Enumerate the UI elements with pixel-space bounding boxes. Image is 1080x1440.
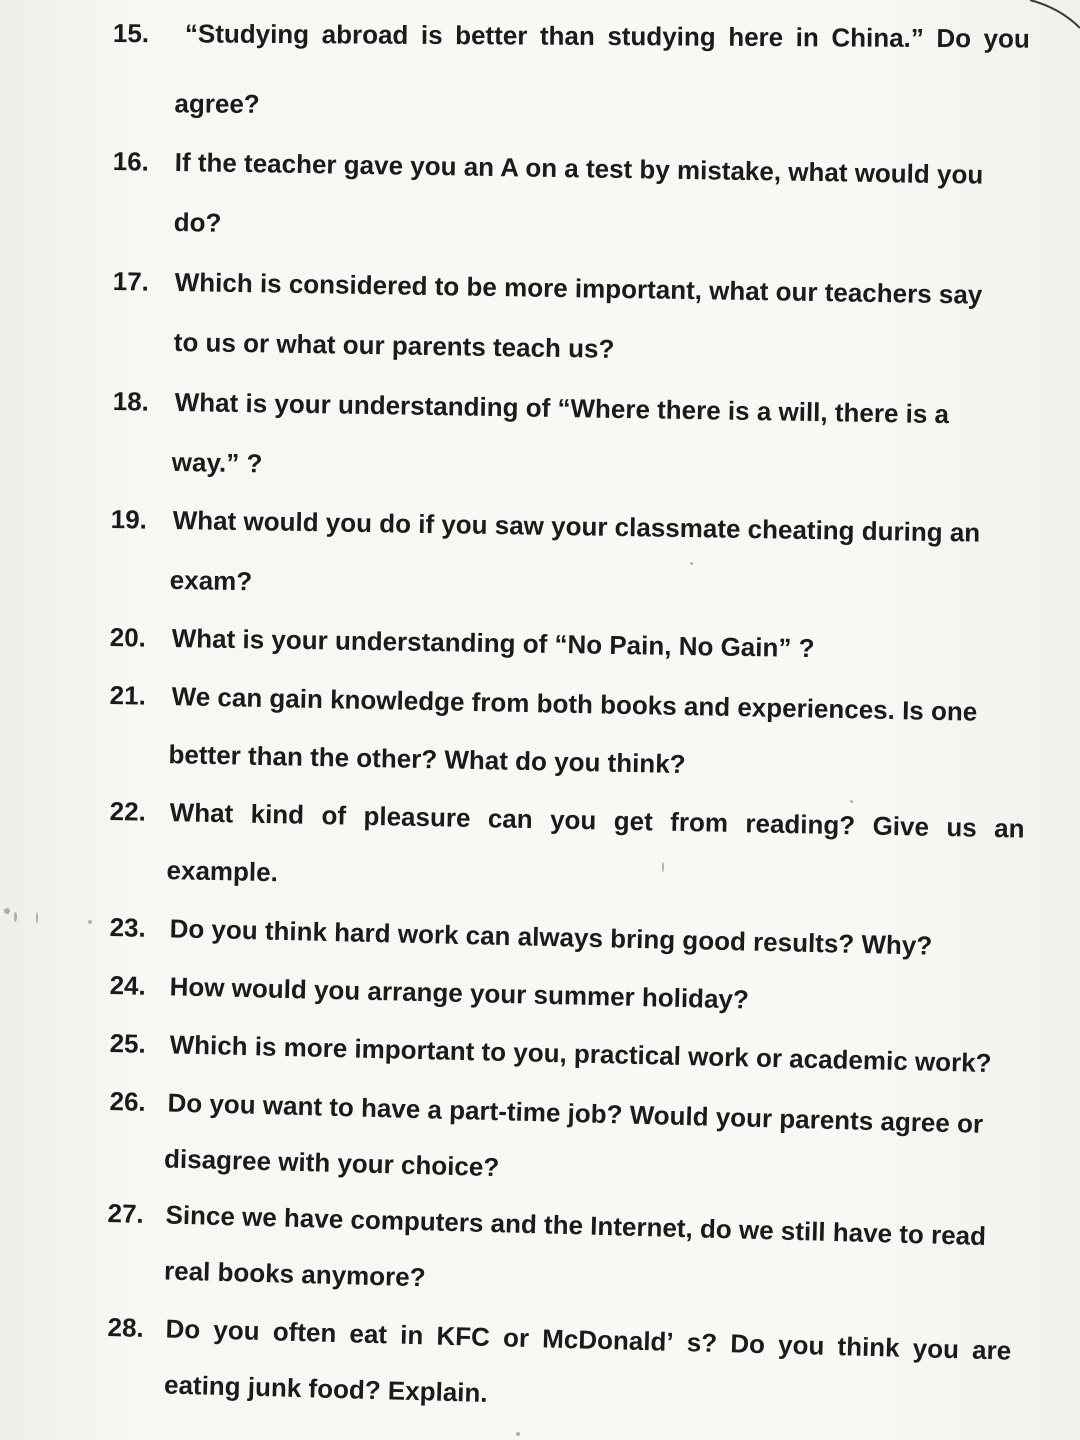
word: China.” [831,22,924,53]
word: Do [729,1328,766,1360]
word: an [993,812,1025,844]
question-line: do? [173,206,222,238]
question-line: real books anymore? [163,1255,426,1293]
question-line: disagree with your choice? [163,1143,500,1183]
question-number: 21. [109,680,147,711]
question-line: If the teacher gave you an A on a test by mistake, what would you [174,146,984,190]
question-number: 18. [112,386,150,417]
word: are [971,1334,1012,1366]
question-number: 22. [109,796,147,827]
question-line: Since we have computers and the Internet, do we still have to read [165,1199,987,1251]
scan-speck [850,800,853,803]
word: reading? [745,808,856,841]
question-number: 23. [109,912,147,943]
word: What [169,797,234,829]
word: get [613,805,654,837]
question-line [185,18,1030,53]
question-line: What is your understanding of “Where there is a will, there is a [174,386,950,430]
word: Give [872,810,930,842]
word: better [455,20,528,51]
question-line: What is your understanding of “No Pain, No Gain” ? [171,622,815,664]
word: you [213,1314,261,1346]
word: you [983,23,1030,54]
question-line: Do you want to have a part-time job? Would your parents agree or [167,1087,984,1139]
scan-speck [14,912,17,922]
question-number: 16. [112,146,150,177]
question-line: example. [166,855,279,888]
question-line: eating junk food? Explain. [163,1369,488,1408]
question-number: 26. [109,1086,147,1117]
scan-speck [4,908,10,914]
word: s? [686,1327,718,1358]
word: can [487,803,533,835]
word: you [549,804,597,836]
word: abroad [321,19,409,50]
scan-speck [88,920,92,924]
question-line: What would you do if you saw your classmate cheating during an [172,504,981,548]
word: you [912,1333,960,1365]
question-line: How would you arrange your summer holiday? [169,971,750,1015]
word: kind [250,798,305,830]
word: think [837,1331,901,1363]
question-number: 28. [107,1312,145,1343]
word: in [399,1319,424,1351]
word: studying [607,21,716,52]
question-line [165,1314,1011,1366]
word: you [777,1329,825,1361]
word: us [946,812,978,843]
question-number: 19. [110,504,148,535]
scan-speck [690,562,693,565]
question-line: Which is more important to you, practical work or academic work? [169,1029,992,1079]
question-number: 15. [112,18,150,49]
word: here [728,21,784,53]
word: KFC [436,1320,491,1353]
question-line [169,797,1024,843]
word: Do [936,23,972,54]
question-number: 27. [107,1198,145,1229]
word: or [502,1322,530,1354]
scan-speck [36,912,38,924]
question-number: 24. [109,970,147,1001]
question-line: We can gain knowledge from both books and experiences. Is one [171,681,978,727]
question-number: 20. [109,622,147,653]
word: McDonald’ [541,1323,675,1357]
scan-speck [516,1432,520,1436]
word: of [321,800,347,831]
question-line: Do you think hard work can always bring good results? Why? [169,913,933,961]
question-line: way.” ? [171,446,263,479]
word: from [669,806,729,838]
word: is [420,19,443,51]
word: often [272,1316,337,1348]
word: than [539,20,595,51]
question-line: agree? [174,88,260,119]
word: pleasure [363,800,471,833]
question-number: 25. [109,1028,147,1059]
question-number: 17. [112,266,150,297]
question-line: to us or what our parents teach us? [173,326,615,364]
scan-speck [662,862,664,872]
question-line: exam? [169,564,253,597]
word: Do [165,1313,201,1345]
word: eat [349,1318,388,1350]
word: “Studying [184,18,310,50]
question-line: Which is considered to be more important, what our teachers say [174,266,983,310]
word: in [795,22,819,53]
question-line: better than the other? What do you think? [168,739,686,780]
